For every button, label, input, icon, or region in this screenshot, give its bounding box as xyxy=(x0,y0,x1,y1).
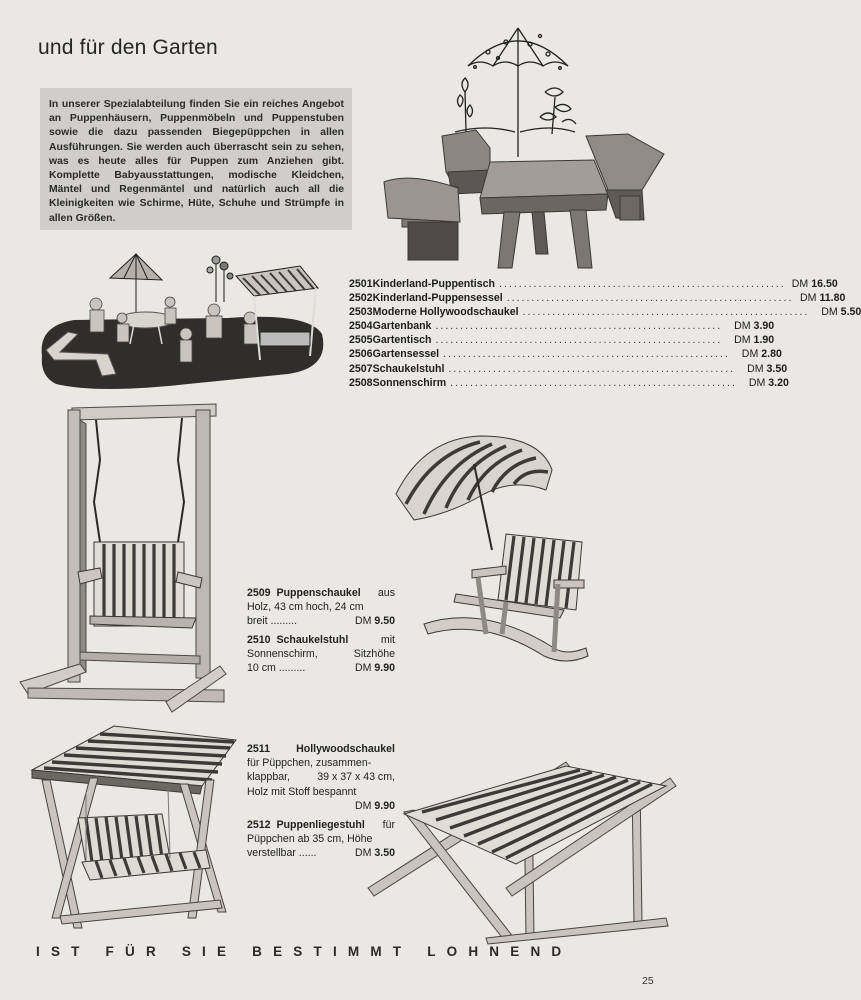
price-list-leader: .......................................................... xyxy=(499,278,786,290)
price-list-price-cell xyxy=(813,305,861,319)
price-list-row xyxy=(349,362,788,376)
item-2512-price: 3.50 xyxy=(374,847,395,860)
item-2510-name: Schaukelstuhl xyxy=(276,634,349,646)
price-list-row xyxy=(349,319,775,333)
price-list-number: 2501 xyxy=(349,278,373,290)
price-list-name: Gartenbank xyxy=(372,320,432,333)
price-list-currency: DM xyxy=(741,348,759,361)
price-list-name: Gartensessel xyxy=(372,348,440,361)
price-list-leader: .......................................................... xyxy=(448,362,736,375)
item-2512-line1: für xyxy=(382,819,395,831)
price-list-number: 2506 xyxy=(349,348,373,361)
item-2509-currency: DM xyxy=(354,615,372,628)
price-list xyxy=(349,277,861,390)
price-list-leader: .......................................................... xyxy=(443,348,730,361)
item-2511-line3a: klappbar, xyxy=(247,771,290,784)
price-list-price: 3.20 xyxy=(768,376,789,389)
price-list-currency: DM xyxy=(747,362,764,375)
price-list-currency: DM xyxy=(748,376,766,389)
price-list-currency: DM xyxy=(734,320,751,333)
photo-garden-scene xyxy=(38,248,328,396)
price-list-price: 3.90 xyxy=(753,320,775,333)
item-2509-number: 2509 xyxy=(247,587,271,599)
price-list-row xyxy=(349,277,838,291)
price-list-leader: .......................................................... xyxy=(435,334,723,347)
price-list-price-cell xyxy=(726,319,774,333)
item-2510-line2b: Sitzhöhe xyxy=(353,648,395,661)
price-list-number: 2505 xyxy=(349,334,373,347)
price-list-number: 2502 xyxy=(349,292,373,305)
price-list-name: Sonnenschirm xyxy=(372,376,447,389)
photo-hollywoodschaukel xyxy=(30,722,240,936)
item-2512-number: 2512 xyxy=(247,819,271,831)
item-2509-line1: aus xyxy=(377,587,395,599)
price-list-price-cell xyxy=(790,277,838,291)
page-heading: und für den Garten xyxy=(38,36,218,59)
price-list-price: 11.80 xyxy=(819,292,846,305)
item-2511-number: 2511 xyxy=(247,743,270,755)
price-list-price-cell xyxy=(739,362,787,376)
price-list-row xyxy=(349,376,789,390)
price-list-price-cell xyxy=(726,333,774,347)
item-2509-name: Puppenschaukel xyxy=(276,587,361,599)
price-list-leader: .......................................................... xyxy=(435,320,723,333)
price-list-price: 16.50 xyxy=(811,278,838,290)
item-2510 xyxy=(247,633,395,676)
item-2510-number: 2510 xyxy=(247,634,271,646)
item-2512-line2: Püppchen ab 35 cm, Höhe xyxy=(247,833,373,846)
item-2510-line3: 10 cm ......... xyxy=(247,662,306,675)
price-list-price: 5.50 xyxy=(840,306,861,319)
price-list-name: Kinderland-Puppensessel xyxy=(372,292,503,305)
item-2511-name: Hollywoodschaukel xyxy=(296,743,395,755)
price-list-leader: .......................................................... xyxy=(450,376,737,389)
item-2512-currency: DM xyxy=(354,847,372,860)
price-list-number: 2508 xyxy=(349,376,373,389)
item-2511-line4: Holz mit Stoff bespannt xyxy=(247,785,357,798)
footer-slogan: IST FÜR SIE BESTIMMT LOHNEND xyxy=(36,944,573,959)
price-list-number: 2507 xyxy=(349,362,373,375)
price-list-currency: DM xyxy=(791,278,809,290)
photo-puppenschaukel xyxy=(20,402,230,720)
price-list-price-cell xyxy=(797,291,845,305)
item-2511-currency: DM xyxy=(354,799,372,812)
item-2511-line3b: 39 x 37 x 43 cm, xyxy=(317,771,395,784)
item-2511-line2: für Püppchen, zusammen- xyxy=(247,757,372,770)
item-2510-line1: mit xyxy=(380,634,395,646)
item-2509-price: 9.50 xyxy=(374,615,395,628)
price-list-leader: .......................................................... xyxy=(506,292,794,305)
intro-text-box: In unserer Spezialabteilung finden Sie ein reiches Angebot an Puppenhäusern, Puppenmöbeln und Puppenstuben sowie die dazu passenden Biegepüppchen in allen Ausführungen. Sie werden auch überrascht sein zu sehen, was es heute alles für Puppen zum Anziehen gibt. Komplette Babyausstattungen, modische Kleidchen, Mäntel und Regenmäntel und natürlich auch all die Kleinigkeiten wie Schirme, Hüte, Schuhe und Strümpfe in allen Größen. xyxy=(40,88,352,230)
price-list-name: Moderne Hollywoodschaukel xyxy=(372,306,519,319)
price-list-leader: .......................................................... xyxy=(522,306,810,319)
photo-table-chairs xyxy=(380,22,670,272)
item-2512-line3: verstellbar ...... xyxy=(247,847,317,860)
price-list-row xyxy=(349,333,775,347)
price-list-currency: DM xyxy=(821,306,838,319)
item-2512-name: Puppenliegestuhl xyxy=(276,819,365,831)
price-list-price-cell xyxy=(741,376,789,390)
price-list-row xyxy=(349,347,782,361)
photo-puppenliegestuhl xyxy=(366,758,678,944)
price-list-name: Gartentisch xyxy=(372,334,432,347)
item-2510-price: 9.90 xyxy=(374,662,395,675)
price-list-price: 1.90 xyxy=(753,334,775,347)
price-list-name: Kinderland-Puppentisch xyxy=(372,278,496,290)
price-list-name: Schaukelstuhl xyxy=(372,362,445,375)
item-2511-price: 9.90 xyxy=(374,799,395,812)
price-list-currency: DM xyxy=(734,334,751,347)
item-2509-line3: breit ......... xyxy=(247,615,298,628)
photo-schaukelstuhl xyxy=(394,434,594,674)
price-list-price: 3.50 xyxy=(766,362,788,375)
price-list-price-cell xyxy=(734,347,782,361)
price-list-row xyxy=(349,305,861,319)
price-list-currency: DM xyxy=(800,292,817,305)
item-2509 xyxy=(247,586,395,629)
item-2509-line2: Holz, 43 cm hoch, 24 cm xyxy=(247,601,364,614)
item-2510-line2a: Sonnenschirm, xyxy=(247,648,318,661)
item-2510-currency: DM xyxy=(354,662,372,675)
price-list-row xyxy=(349,291,846,305)
page-number: 25 xyxy=(642,975,654,987)
price-list-number: 2503 xyxy=(349,306,373,319)
price-list-price: 2.80 xyxy=(761,348,782,361)
price-list-number: 2504 xyxy=(349,320,373,333)
